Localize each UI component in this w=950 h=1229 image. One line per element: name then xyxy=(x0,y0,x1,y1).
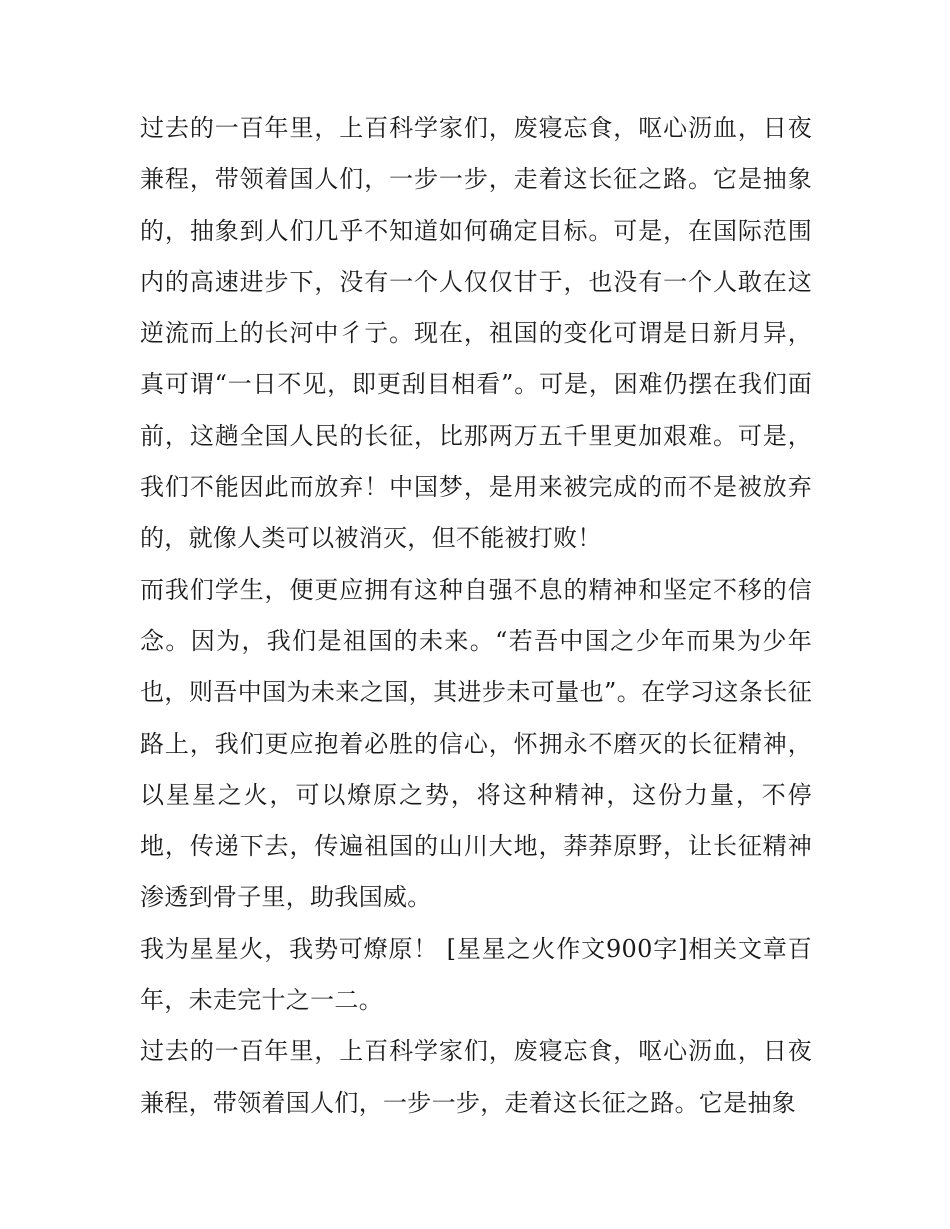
paragraph-2: 而我们学生，便更应拥有这种自强不息的精神和坚定不移的信念。因为，我们是祖国的未来。“若吾中国之少年而果为少年也，则吾中国为未来之国，其进步未可量也”。在学习这条长征路上，我们更应抱着必胜的信心，怀拥永不磨灭的长征精神，以星星之火，可以燎原之势，将这种精神，这份力量，不停地，传递下去，传遍祖国的山川大地，莽莽原野，让长征精神渗透到骨子里，助我国威。 xyxy=(140,575,812,912)
paragraph-3: 我为星星火，我势可燎原！ [星星之火作文900字]相关文章百年，未走完十之一二。 xyxy=(140,934,812,1015)
document-body xyxy=(140,103,812,1129)
paragraph-4: 过去的一百年里，上百科学家们，废寝忘食，呕心沥血，日夜兼程，带领着国人们，一步一步，走着这长征之路。它是抽象 xyxy=(140,1037,812,1117)
paragraph-1: 过去的一百年里，上百科学家们，废寝忘食，呕心沥血，日夜兼程，带领着国人们，一步一步，走着这长征之路。它是抽象的，抽象到人们几乎不知道如何确定目标。可是，在国际范围内的高速进步下，没有一个人仅仅甘于，也没有一个人敢在这逆流而上的长河中彳亍。现在，祖国的变化可谓是日新月异，真可谓“一日不见，即更刮目相看”。可是，困难仍摆在我们面前，这趟全国人民的长征，比那两万五千里更加艰难。可是，我们不能因此而放弃！中国梦，是用来被完成的而不是被放弃的，就像人类可以被消灭，但不能被打败！ xyxy=(140,114,812,553)
